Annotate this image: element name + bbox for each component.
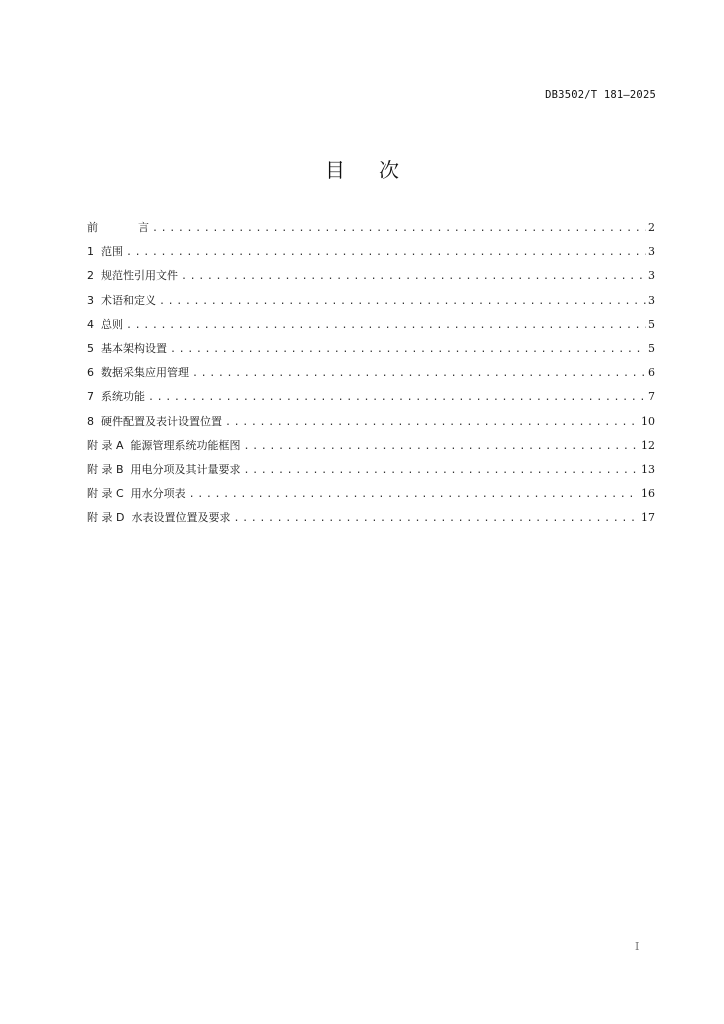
toc-leader-dots [159, 296, 646, 307]
document-code: DB3502/T 181—2025 [545, 89, 656, 101]
toc-entry-page: 17 [641, 511, 655, 525]
toc-entry-normative-references[interactable] [87, 267, 655, 291]
toc-entry-page: 3 [648, 269, 655, 283]
toc-entry-appendix-a[interactable] [87, 437, 655, 461]
toc-entry-appendix-b[interactable] [87, 461, 655, 485]
toc-entry-general[interactable] [87, 316, 655, 340]
toc-entry-page: 13 [641, 462, 655, 476]
toc-entry-page: 16 [641, 487, 655, 501]
toc-entry-terms-definitions[interactable] [87, 292, 655, 316]
toc-entry-scope[interactable] [87, 243, 655, 267]
toc-entry-data-collection[interactable] [87, 364, 655, 388]
toc-leader-dots [181, 271, 646, 282]
toc-entry-label: 3 术语和定义 [87, 293, 156, 307]
toc-entry-label: 5 基本架构设置 [87, 341, 167, 355]
toc-entry-page: 12 [641, 438, 655, 452]
toc-entry-label: 6 数据采集应用管理 [87, 366, 189, 380]
toc-leader-dots [126, 247, 646, 258]
toc-leader-dots [148, 392, 646, 403]
toc-title-char-2: 次 [379, 158, 399, 182]
toc-entry-appendix-d[interactable] [87, 509, 655, 533]
toc-leader-dots [192, 368, 646, 379]
toc-entry-label: 附 录 A 能源管理系统功能框图 [87, 438, 241, 452]
toc-title-char-1: 目 [325, 158, 345, 182]
toc-leader-dots [126, 320, 646, 331]
toc-entry-basic-architecture[interactable] [87, 340, 655, 364]
toc-entry-appendix-c[interactable] [87, 485, 655, 509]
toc-leader-dots [244, 441, 639, 452]
toc-entry-label: 8 硬件配置及表计设置位置 [87, 414, 222, 428]
page-number: I [635, 940, 640, 953]
toc-entry-label: 7 系统功能 [87, 390, 145, 404]
toc-leader-dots [189, 489, 639, 500]
toc-entry-page: 5 [648, 341, 655, 355]
toc-entry-page: 7 [648, 390, 655, 404]
toc-leader-dots [225, 417, 639, 428]
toc-entry-hardware-config[interactable] [87, 413, 655, 437]
toc-entry-system-functions[interactable] [87, 388, 655, 412]
toc-entry-page: 3 [648, 245, 655, 259]
toc-leader-dots [244, 465, 639, 476]
toc-entry-label: 1 范围 [87, 245, 123, 259]
toc-entry-page: 10 [641, 414, 655, 428]
toc-leader-dots [170, 344, 646, 355]
toc-entry-page: 3 [648, 293, 655, 307]
toc-entry-label: 4 总则 [87, 317, 123, 331]
toc-entry-page: 5 [648, 317, 655, 331]
toc-entry-label: 附 录 B 用电分项及其计量要求 [87, 462, 241, 476]
toc-entry-label: 附 录 C 用水分项表 [87, 487, 186, 501]
toc-title [0, 154, 724, 183]
toc-entry-page: 6 [648, 366, 655, 380]
toc-entry-label: 前 言 [87, 221, 149, 234]
table-of-contents [87, 219, 655, 533]
toc-entry-page: 2 [648, 221, 655, 234]
toc-entry-foreword[interactable] [87, 219, 655, 243]
toc-entry-label: 2 规范性引用文件 [87, 269, 178, 283]
toc-leader-dots [233, 513, 639, 524]
toc-leader-dots [152, 223, 646, 234]
toc-entry-label: 附 录 D 水表设置位置及要求 [87, 511, 231, 525]
